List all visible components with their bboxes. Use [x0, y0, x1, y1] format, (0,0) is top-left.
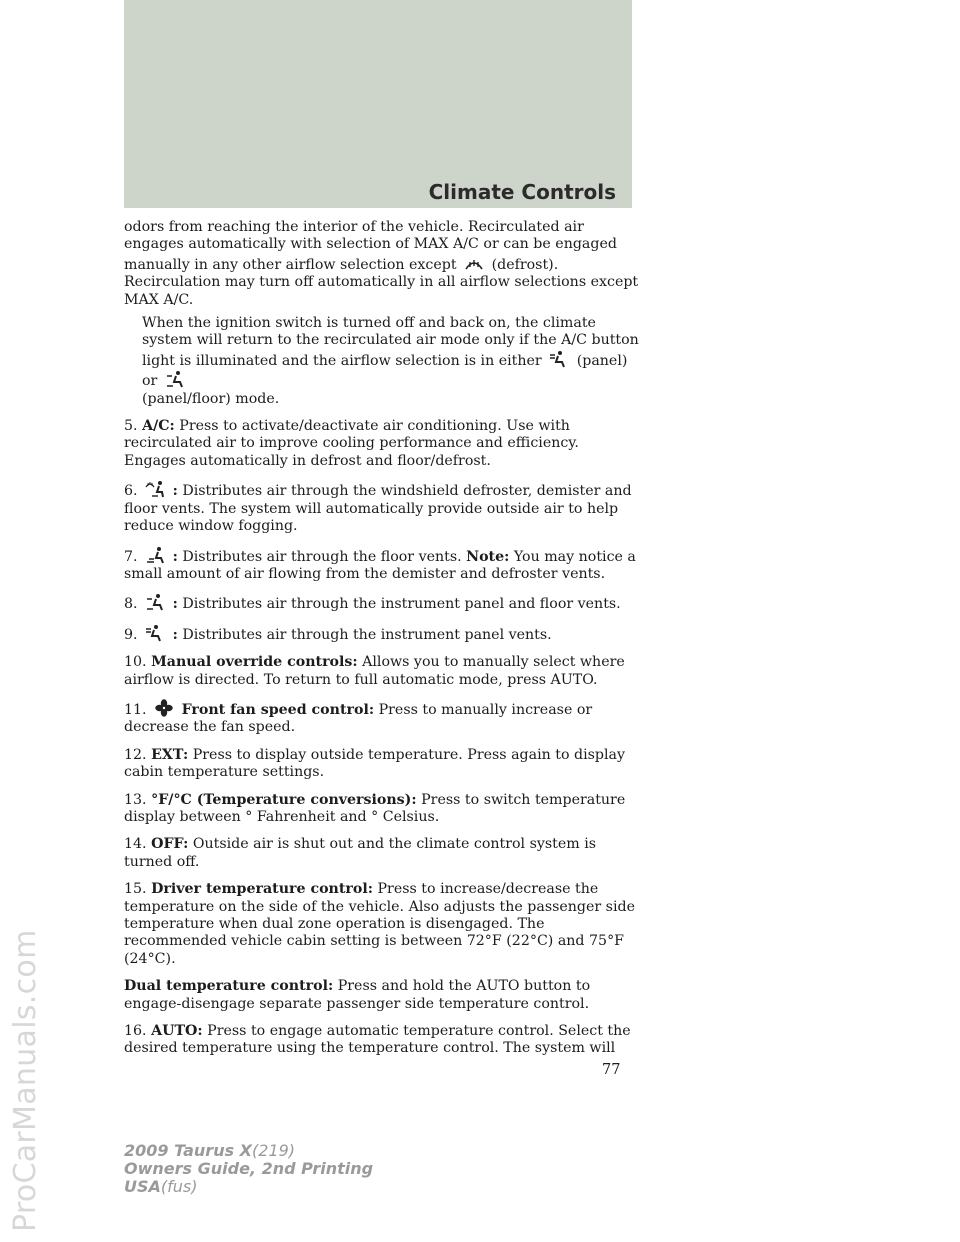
panel-floor-icon: [144, 593, 166, 611]
site-watermark: ProCarManuals.com: [8, 929, 43, 1232]
item-13: 13. °F/°C (Temperature conversions): Press to switch temperature display between ° Fahrenheit and ° Celsius.: [124, 791, 626, 825]
ignition-text-3: (panel/floor) mode.: [142, 390, 280, 407]
item-11: 11. Front fan speed control: Press to manually increase or decrease the fan speed.: [124, 699, 644, 737]
dual-temperature-paragraph: Dual temperature control: Press and hold the AUTO button to engage-disengage separate passenger side temperature control.: [124, 978, 591, 1012]
ignition-text-2: (panel) or: [142, 352, 628, 390]
item-15: 15. Driver temperature control: Press to increase/decrease the temperature on the side of the vehicle. Also adjusts the passenger side temperature when dual zone operation is disengaged. The recommended vehicle cabin setting is between 72°F (22°C) and 75°F (24°C).: [124, 881, 635, 967]
recirc-text-2: (defrost). Recirculation may turn off automatically in all airflow selections except MAX A/C.: [124, 256, 639, 308]
manual-body: [124, 219, 644, 1068]
item-12: 12. EXT: Press to display outside temperature. Press again to display cabin temperature settings.: [124, 746, 626, 781]
chapter-title: Climate Controls: [428, 180, 616, 204]
recirc-text-1: odors from reaching the interior of the vehicle. Recirculated air engages automatically with selection of MAX A/C or can be engaged manually in any other airflow selection except: [124, 219, 617, 273]
panel-floor-icon: [164, 370, 186, 388]
page-number: 77: [602, 1062, 621, 1078]
item-8: 8. : Distributes air through the instrument panel and floor vents.: [124, 593, 644, 613]
item-10: 10. Manual override controls: Allows you to manually select where airflow is directed. To return to full automatic mode, press AUTO.: [124, 654, 625, 688]
item-7: 7. : Distributes air through the floor vents. Note: You may notice a small amount of air flowing from the demister and defroster vents.: [124, 546, 644, 584]
item-14: 14. OFF: Outside air is shut out and the climate control system is turned off.: [124, 836, 597, 870]
paragraph-ignition: [142, 315, 644, 408]
floor-defrost-icon: [144, 480, 166, 498]
item-9: 9. : Distributes air through the instrument panel vents.: [124, 624, 644, 644]
floor-vent-icon: [144, 546, 166, 564]
item-5: 5. A/C: Press to activate/deactivate air conditioning. Use with recirculated air to improve cooling performance and efficiency. Engages automatically in defrost and floor/defrost.: [124, 418, 579, 469]
chapter-header-band: [124, 0, 632, 208]
ignition-text-1: When the ignition switch is turned off and back on, the climate system will return to the recirculated air mode only if the A/C button light is illuminated and the airflow selection is in either: [142, 315, 639, 369]
print-footer: 2009 Taurus X(219) Owners Guide, 2nd Printing USA(fus): [124, 1141, 374, 1196]
item-6: 6. : Distributes air through the windshield defroster, demister and floor vents. The system will automatically provide outside air to help reduce window fogging.: [124, 480, 644, 535]
ac-label: A/C:: [142, 418, 175, 435]
fan-icon: [153, 699, 175, 717]
note-label: Note:: [466, 548, 510, 565]
item-16: 16. AUTO: Press to engage automatic temperature control. Select the desired temperature using the temperature control. The system will: [124, 1023, 631, 1057]
defrost-icon: [463, 254, 485, 272]
panel-vent-icon: [144, 624, 166, 642]
panel-vent-icon: [548, 350, 570, 368]
paragraph-recirculation: [124, 219, 644, 309]
